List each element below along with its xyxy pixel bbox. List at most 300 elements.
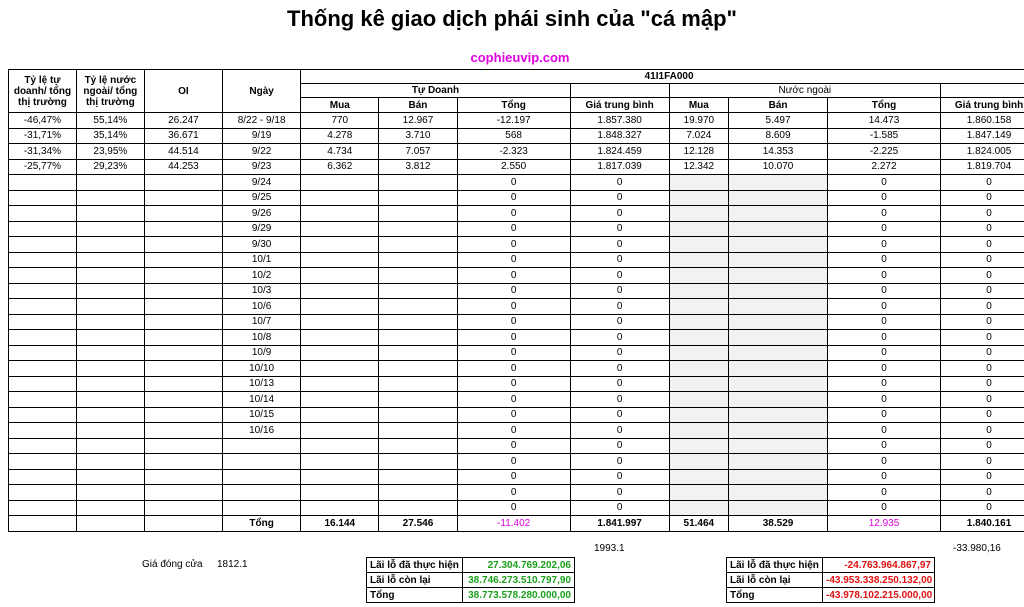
- cell-foreign-buy: [669, 407, 729, 423]
- cell-prop-avg: 0: [570, 252, 669, 268]
- cell-foreign-net: -2.225: [827, 144, 940, 160]
- cell-foreign-buy: [669, 485, 729, 501]
- cell-prop-sell: [379, 392, 457, 408]
- cell-oi: [144, 314, 222, 330]
- cell-prop-net: 0: [457, 392, 570, 408]
- cell-prop-net: -2.323: [457, 144, 570, 160]
- cell-foreign-avg: 1.819.704: [941, 159, 1024, 175]
- header-foreign-total: Tổng: [827, 98, 940, 113]
- cell-foreign-sell: [729, 221, 828, 237]
- cell-date: 9/19: [223, 128, 301, 144]
- cell-prop-avg: 1.824.459: [570, 144, 669, 160]
- total-row: [9, 516, 1024, 532]
- cell-foreign-avg: 0: [941, 190, 1024, 206]
- cell-foreign-net: -1.585: [827, 128, 940, 144]
- cell-prop-net: 0: [457, 469, 570, 485]
- cell-prop-buy: [301, 237, 379, 253]
- cell-ratio-foreign: [76, 500, 144, 516]
- cell-prop-sell: [379, 175, 457, 191]
- cell-ratio-prop: [9, 392, 77, 408]
- cell-oi: 26.247: [144, 113, 222, 129]
- cell-ratio-foreign: 35,14%: [76, 128, 144, 144]
- total-foreign-net: 12.935: [827, 516, 940, 532]
- cell-oi: [144, 175, 222, 191]
- cell-ratio-foreign: [76, 283, 144, 299]
- pnl-row: [727, 558, 935, 573]
- cell-prop-buy: [301, 314, 379, 330]
- cell-foreign-net: 0: [827, 299, 940, 315]
- cell-ratio-prop: [9, 469, 77, 485]
- pnl-value: 38.773.578.280.000,00: [463, 588, 575, 603]
- cell-prop-sell: [379, 237, 457, 253]
- cell-oi: [144, 345, 222, 361]
- cell-prop-net: 0: [457, 438, 570, 454]
- page-title: Thống kê giao dịch phái sinh của "cá mập": [287, 6, 737, 31]
- cell-prop-net: 0: [457, 454, 570, 470]
- cell-foreign-sell: [729, 268, 828, 284]
- header-foreign-buy: Mua: [669, 98, 729, 113]
- cell-oi: 44.514: [144, 144, 222, 160]
- cell-prop-net: 0: [457, 175, 570, 191]
- cell-foreign-avg: 0: [941, 175, 1024, 191]
- cell-ratio-foreign: [76, 469, 144, 485]
- cell-foreign-sell: [729, 423, 828, 439]
- cell-foreign-buy: 19.970: [669, 113, 729, 129]
- cell-date: 10/8: [223, 330, 301, 346]
- cell-foreign-net: 0: [827, 268, 940, 284]
- cell-foreign-sell: [729, 175, 828, 191]
- site-link[interactable]: cophieuvip.com: [470, 50, 570, 65]
- cell-foreign-sell: [729, 345, 828, 361]
- header-prop-buy: Mua: [301, 98, 379, 113]
- cell-ratio-prop: [9, 299, 77, 315]
- total-foreign-avg: 1.840.161: [941, 516, 1024, 532]
- cell-foreign-avg: 0: [941, 469, 1024, 485]
- table-row: [9, 252, 1024, 268]
- cell-foreign-net: 0: [827, 500, 940, 516]
- cell-ratio-prop: -31,71%: [9, 128, 77, 144]
- header-foreign-group: Nước ngoài: [669, 84, 941, 98]
- cell-ratio-foreign: [76, 454, 144, 470]
- cell-foreign-avg: 0: [941, 345, 1024, 361]
- cell-prop-sell: [379, 206, 457, 222]
- cell-foreign-net: 0: [827, 423, 940, 439]
- cell-foreign-net: 2.272: [827, 159, 940, 175]
- cell-prop-sell: [379, 314, 457, 330]
- cell-foreign-sell: [729, 392, 828, 408]
- header-foreign-avg: Giá trung bình: [941, 98, 1024, 113]
- cell-prop-net: 0: [457, 268, 570, 284]
- pnl-label: Lãi lỗ đã thực hiện: [367, 558, 463, 573]
- cell-foreign-buy: [669, 345, 729, 361]
- cell-oi: [144, 376, 222, 392]
- cell-foreign-avg: 0: [941, 283, 1024, 299]
- cell-prop-sell: 3.710: [379, 128, 457, 144]
- cell-date: 10/14: [223, 392, 301, 408]
- cell-ratio-foreign: [76, 190, 144, 206]
- cell-prop-avg: 0: [570, 407, 669, 423]
- cell-ratio-foreign: [76, 175, 144, 191]
- cell-ratio-foreign: [76, 330, 144, 346]
- cell-foreign-sell: [729, 438, 828, 454]
- cell-foreign-buy: [669, 268, 729, 284]
- header-prop-avg: Giá trung bình: [570, 98, 669, 113]
- cell-oi: [144, 190, 222, 206]
- pnl-row: [367, 558, 575, 573]
- cell-prop-net: 2.550: [457, 159, 570, 175]
- cell-ratio-prop: [9, 283, 77, 299]
- close-price-value: 1812.1: [217, 559, 248, 570]
- header-prop-total: Tổng: [457, 98, 570, 113]
- cell-oi: [144, 469, 222, 485]
- cell-foreign-avg: 0: [941, 376, 1024, 392]
- cell-date: 10/13: [223, 376, 301, 392]
- table-row: [9, 423, 1024, 439]
- cell-foreign-avg: 0: [941, 252, 1024, 268]
- cell-prop-buy: [301, 376, 379, 392]
- cell-foreign-avg: 0: [941, 438, 1024, 454]
- cell-foreign-buy: [669, 376, 729, 392]
- cell-foreign-buy: [669, 206, 729, 222]
- cell-foreign-buy: [669, 330, 729, 346]
- cell-prop-sell: [379, 469, 457, 485]
- pnl-value: -24.763.964.867,97: [823, 558, 935, 573]
- cell-prop-net: 0: [457, 237, 570, 253]
- cell-prop-buy: [301, 190, 379, 206]
- cell-foreign-net: 0: [827, 454, 940, 470]
- cell-foreign-buy: [669, 314, 729, 330]
- cell-foreign-net: 0: [827, 190, 940, 206]
- cell-foreign-sell: [729, 454, 828, 470]
- cell-foreign-buy: [669, 252, 729, 268]
- cell-prop-avg: 0: [570, 485, 669, 501]
- cell-ratio-foreign: [76, 237, 144, 253]
- cell-ratio-prop: [9, 314, 77, 330]
- cell-prop-net: 0: [457, 299, 570, 315]
- cell-prop-buy: [301, 454, 379, 470]
- cell-foreign-net: 0: [827, 206, 940, 222]
- cell-prop-net: 0: [457, 283, 570, 299]
- trading-stats-table: [8, 69, 1024, 532]
- cell-foreign-avg: 0: [941, 314, 1024, 330]
- cell-ratio-prop: -46,47%: [9, 113, 77, 129]
- cell-ratio-foreign: [76, 345, 144, 361]
- cell-date: [223, 469, 301, 485]
- cell-foreign-sell: [729, 376, 828, 392]
- cell-ratio-prop: [9, 376, 77, 392]
- cell-prop-sell: [379, 252, 457, 268]
- cell-foreign-net: 0: [827, 392, 940, 408]
- cell-prop-buy: [301, 407, 379, 423]
- cell-ratio-prop: [9, 190, 77, 206]
- cell-foreign-avg: 1.847.149: [941, 128, 1024, 144]
- cell-date: [223, 454, 301, 470]
- cell-prop-sell: [379, 423, 457, 439]
- cell-prop-net: 0: [457, 485, 570, 501]
- cell-ratio-prop: [9, 485, 77, 501]
- cell-ratio-foreign: [76, 221, 144, 237]
- cell-foreign-sell: [729, 314, 828, 330]
- cell-prop-net: 0: [457, 252, 570, 268]
- cell-foreign-buy: [669, 237, 729, 253]
- cell-date: 9/29: [223, 221, 301, 237]
- table-row: [9, 221, 1024, 237]
- cell-date: 9/30: [223, 237, 301, 253]
- cell-oi: [144, 206, 222, 222]
- cell-foreign-buy: [669, 423, 729, 439]
- pnl-row: [727, 588, 935, 603]
- cell-prop-buy: [301, 283, 379, 299]
- cell-prop-buy: 770: [301, 113, 379, 129]
- prop-avg-note: 1993.1: [594, 543, 625, 554]
- cell-foreign-buy: [669, 392, 729, 408]
- table-row: [9, 237, 1024, 253]
- cell-foreign-avg: 0: [941, 392, 1024, 408]
- cell-prop-sell: [379, 407, 457, 423]
- pnl-label: Lãi lỗ còn lại: [727, 573, 823, 588]
- cell-ratio-prop: [9, 438, 77, 454]
- cell-prop-sell: [379, 376, 457, 392]
- table-row: [9, 454, 1024, 470]
- cell-ratio-foreign: 55,14%: [76, 113, 144, 129]
- cell-ratio-prop: [9, 206, 77, 222]
- cell-foreign-net: 0: [827, 345, 940, 361]
- cell-ratio-foreign: [76, 314, 144, 330]
- cell-foreign-net: 0: [827, 237, 940, 253]
- table-row: [9, 299, 1024, 315]
- cell-date: 10/15: [223, 407, 301, 423]
- cell-oi: [144, 283, 222, 299]
- cell-prop-buy: [301, 345, 379, 361]
- table-row: [9, 175, 1024, 191]
- cell-foreign-buy: [669, 454, 729, 470]
- cell-foreign-sell: 5.497: [729, 113, 828, 129]
- cell-foreign-net: 0: [827, 376, 940, 392]
- cell-prop-avg: 0: [570, 376, 669, 392]
- cell-oi: [144, 438, 222, 454]
- table-row: [9, 345, 1024, 361]
- cell-oi: [144, 237, 222, 253]
- cell-ratio-foreign: [76, 299, 144, 315]
- table-row: [9, 268, 1024, 284]
- pnl-label: Tổng: [727, 588, 823, 603]
- cell-ratio-prop: [9, 361, 77, 377]
- table-row: [9, 407, 1024, 423]
- pnl-value: -43.953.338.250.132,00: [823, 573, 935, 588]
- cell-date: [223, 438, 301, 454]
- cell-date: 10/2: [223, 268, 301, 284]
- cell-ratio-prop: [9, 454, 77, 470]
- total-prop-buy: 16.144: [301, 516, 379, 532]
- cell-prop-buy: [301, 485, 379, 501]
- cell-date: [223, 485, 301, 501]
- cell-oi: [144, 423, 222, 439]
- cell-foreign-net: 0: [827, 438, 940, 454]
- header-ratio-prop: Tỷ lệ tự doanh/ tổng thị trường: [9, 70, 77, 113]
- cell-prop-avg: 0: [570, 299, 669, 315]
- cell-foreign-net: 14.473: [827, 113, 940, 129]
- cell-oi: [144, 500, 222, 516]
- cell-prop-sell: 3.812: [379, 159, 457, 175]
- cell-date: 10/6: [223, 299, 301, 315]
- cell-date: 10/16: [223, 423, 301, 439]
- cell-foreign-sell: [729, 190, 828, 206]
- cell-ratio-prop: -31,34%: [9, 144, 77, 160]
- header-prop-sell: Bán: [379, 98, 457, 113]
- total-prop-net: -11.402: [457, 516, 570, 532]
- cell-foreign-buy: [669, 469, 729, 485]
- cell-prop-avg: 0: [570, 330, 669, 346]
- cell-prop-avg: 0: [570, 438, 669, 454]
- total-prop-avg: 1.841.997: [570, 516, 669, 532]
- table-row: [9, 361, 1024, 377]
- cell-prop-avg: 1.817.039: [570, 159, 669, 175]
- cell-foreign-buy: [669, 361, 729, 377]
- cell-prop-net: 0: [457, 407, 570, 423]
- cell-date: 8/22 - 9/18: [223, 113, 301, 129]
- cell-prop-avg: 0: [570, 345, 669, 361]
- cell-ratio-prop: [9, 175, 77, 191]
- header-prop-group: Tự Doanh: [301, 84, 571, 98]
- cell-prop-net: 0: [457, 330, 570, 346]
- cell-foreign-net: 0: [827, 469, 940, 485]
- cell-date: 10/10: [223, 361, 301, 377]
- cell-prop-sell: [379, 190, 457, 206]
- cell-prop-buy: [301, 175, 379, 191]
- cell-foreign-avg: 0: [941, 268, 1024, 284]
- pnl-value: -43.978.102.215.000,00: [823, 588, 935, 603]
- cell-oi: [144, 454, 222, 470]
- cell-foreign-sell: [729, 485, 828, 501]
- cell-foreign-net: 0: [827, 175, 940, 191]
- cell-foreign-sell: [729, 469, 828, 485]
- foreign-pnl-table: [726, 557, 935, 603]
- cell-foreign-avg: 0: [941, 454, 1024, 470]
- cell-date: 9/24: [223, 175, 301, 191]
- cell-prop-sell: [379, 299, 457, 315]
- cell-foreign-sell: 8.609: [729, 128, 828, 144]
- cell-date: 9/22: [223, 144, 301, 160]
- header-foreign-sell: Bán: [729, 98, 828, 113]
- total-foreign-buy: 51.464: [669, 516, 729, 532]
- cell-prop-sell: [379, 330, 457, 346]
- cell-prop-buy: [301, 392, 379, 408]
- cell-foreign-net: 0: [827, 407, 940, 423]
- cell-prop-sell: [379, 361, 457, 377]
- cell-foreign-buy: 12.342: [669, 159, 729, 175]
- cell-date: 10/1: [223, 252, 301, 268]
- cell-foreign-buy: [669, 438, 729, 454]
- cell-foreign-sell: [729, 283, 828, 299]
- cell-foreign-avg: 0: [941, 221, 1024, 237]
- header-date: Ngày: [223, 70, 301, 113]
- table-row: [9, 485, 1024, 501]
- pnl-label: Tổng: [367, 588, 463, 603]
- cell-oi: [144, 221, 222, 237]
- cell-oi: 36.671: [144, 128, 222, 144]
- cell-prop-buy: [301, 438, 379, 454]
- pnl-row: [367, 573, 575, 588]
- cell-ratio-foreign: [76, 376, 144, 392]
- cell-ratio-prop: [9, 268, 77, 284]
- cell-foreign-net: 0: [827, 485, 940, 501]
- cell-foreign-sell: 14.353: [729, 144, 828, 160]
- cell-oi: [144, 407, 222, 423]
- cell-ratio-foreign: [76, 252, 144, 268]
- cell-prop-buy: [301, 500, 379, 516]
- cell-foreign-buy: [669, 500, 729, 516]
- cell-ratio-prop: [9, 221, 77, 237]
- cell-ratio-prop: [9, 407, 77, 423]
- cell-ratio-foreign: [76, 438, 144, 454]
- cell-ratio-prop: [9, 237, 77, 253]
- cell-foreign-avg: 1.860.158: [941, 113, 1024, 129]
- cell-ratio-foreign: 23,95%: [76, 144, 144, 160]
- cell-oi: [144, 299, 222, 315]
- cell-prop-sell: [379, 485, 457, 501]
- cell-foreign-sell: [729, 237, 828, 253]
- cell-prop-avg: 0: [570, 392, 669, 408]
- pnl-value: 38.746.273.510.797,90: [463, 573, 575, 588]
- cell-prop-net: 0: [457, 206, 570, 222]
- pnl-row: [727, 573, 935, 588]
- cell-date: 10/3: [223, 283, 301, 299]
- cell-prop-avg: 0: [570, 454, 669, 470]
- cell-prop-net: 0: [457, 190, 570, 206]
- table-row: [9, 314, 1024, 330]
- cell-ratio-prop: [9, 423, 77, 439]
- total-label: Tổng: [223, 516, 301, 532]
- pnl-row: [367, 588, 575, 603]
- cell-prop-buy: [301, 361, 379, 377]
- cell-foreign-net: 0: [827, 221, 940, 237]
- cell-prop-buy: [301, 252, 379, 268]
- table-row: [9, 159, 1024, 175]
- cell-oi: [144, 330, 222, 346]
- close-price-label: Giá đóng cửa: [142, 559, 203, 570]
- cell-prop-buy: [301, 423, 379, 439]
- cell-ratio-foreign: [76, 361, 144, 377]
- foreign-avg-note: -33.980,16: [953, 543, 1001, 554]
- table-row: [9, 438, 1024, 454]
- table-row: [9, 144, 1024, 160]
- pnl-label: Lãi lỗ đã thực hiện: [727, 558, 823, 573]
- cell-prop-avg: 0: [570, 221, 669, 237]
- cell-prop-net: 0: [457, 500, 570, 516]
- cell-prop-avg: 0: [570, 283, 669, 299]
- cell-foreign-buy: [669, 221, 729, 237]
- cell-foreign-buy: [669, 190, 729, 206]
- table-row: [9, 330, 1024, 346]
- cell-prop-buy: 6.362: [301, 159, 379, 175]
- cell-oi: 44.253: [144, 159, 222, 175]
- cell-prop-net: 0: [457, 376, 570, 392]
- cell-foreign-avg: 0: [941, 423, 1024, 439]
- cell-foreign-avg: 0: [941, 500, 1024, 516]
- cell-date: 10/7: [223, 314, 301, 330]
- cell-foreign-avg: 0: [941, 299, 1024, 315]
- cell-prop-buy: 4.278: [301, 128, 379, 144]
- cell-prop-sell: [379, 454, 457, 470]
- cell-ratio-prop: -25,77%: [9, 159, 77, 175]
- cell-prop-avg: 0: [570, 175, 669, 191]
- cell-foreign-buy: [669, 283, 729, 299]
- cell-prop-net: 0: [457, 361, 570, 377]
- cell-prop-sell: 12.967: [379, 113, 457, 129]
- cell-foreign-net: 0: [827, 314, 940, 330]
- table-row: [9, 190, 1024, 206]
- table-row: [9, 206, 1024, 222]
